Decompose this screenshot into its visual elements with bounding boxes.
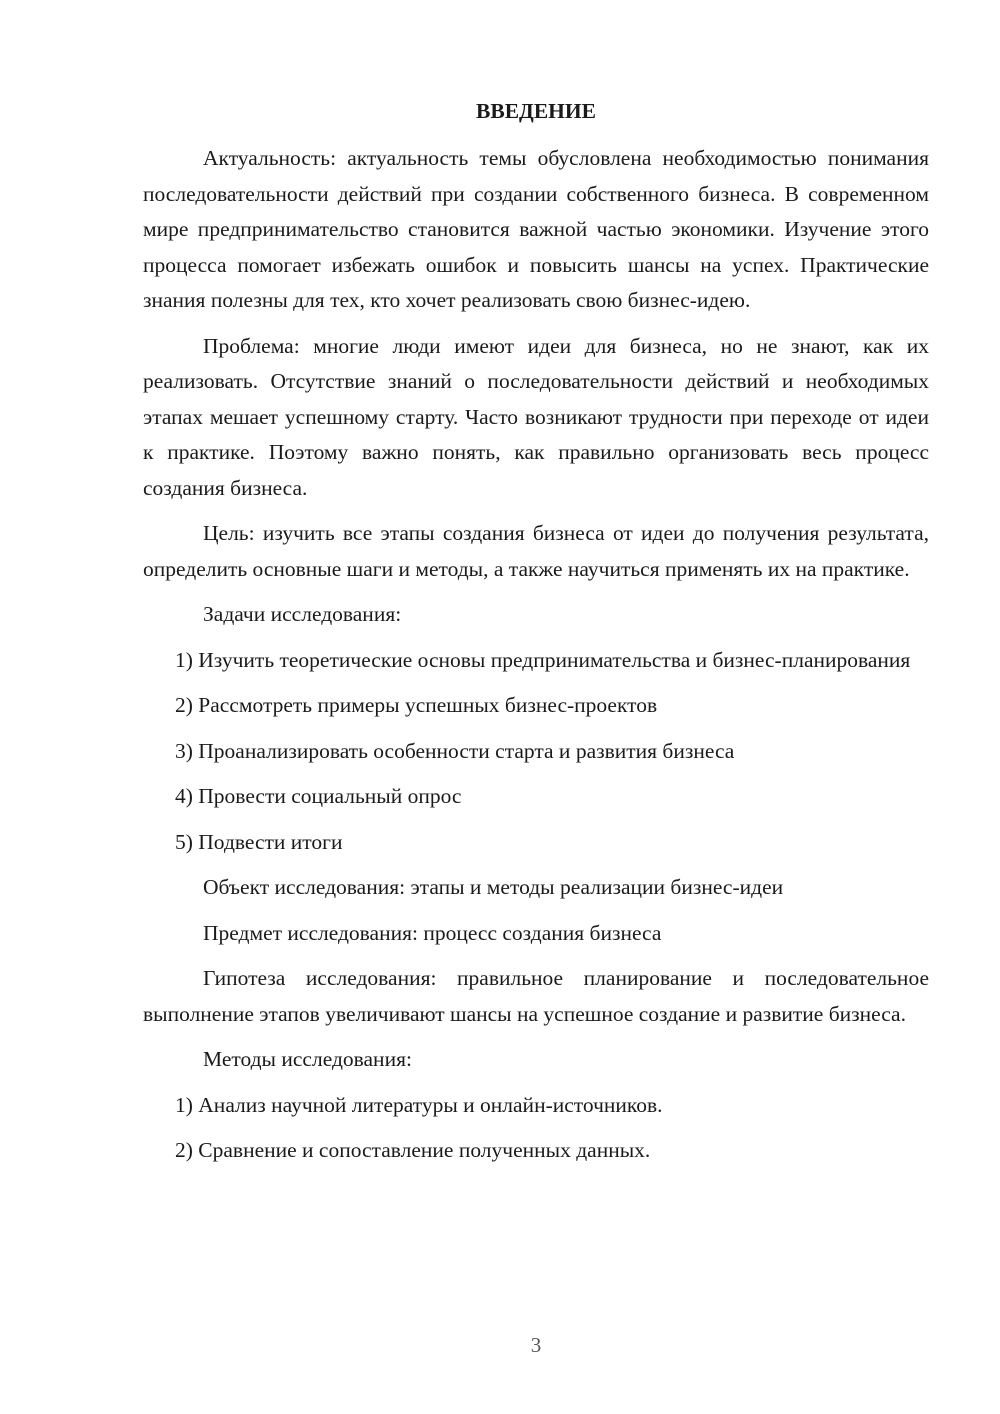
task-item-3: 3) Проанализировать особенности старта и развития бизнеса [175,738,735,763]
method-item-2: 2) Сравнение и сопоставление полученных данных. [175,1138,651,1162]
document-page [143,94,929,1179]
methods-heading: Методы исследования: [203,1047,412,1071]
task-item-4: 4) Провести социальный опрос [175,784,462,808]
problem-paragraph: Проблема: многие люди имеют идеи для бизнеса, но не знают, как их реализовать. Отсутствие знаний о последовательности действий и необходимых этапах мешает успешному старту. Часто возникают трудности при переходе от идеи к практике. Поэтому важно понять, как правильно организовать весь процесс создания бизнеса. [143,333,929,500]
task-item-2: 2) Рассмотреть примеры успешных бизнес-проектов [175,693,658,717]
research-object: Объект исследования: этапы и методы реализации бизнес-идеи [203,875,784,899]
relevance-paragraph: Актуальность: актуальность темы обусловлена необходимостью понимания последовательности действий при создании собственного бизнеса. В современном мире предпринимательство становится важной частью экономики. Изучение этого процесса помогает избежать ошибок и повысить шансы на успех. Практические знания полезны для тех, кто хочет реализовать свою бизнес-идею. [143,146,929,312]
task-item-5: 5) Подвести итоги [175,829,343,854]
page-number: 3 [530,1333,542,1357]
task-item-1: 1) Изучить теоретические основы предпринимательства и бизнес-планирования [175,647,911,672]
goal-paragraph: Цель: изучить все этапы создания бизнеса от идеи до получения результата, определить основные шаги и методы, а также научиться применять их на практике. [143,521,929,581]
tasks-heading: Задачи исследования: [203,602,402,626]
page-title: ВВЕДЕНИЕ [476,99,596,123]
research-subject: Предмет исследования: процесс создания бизнеса [203,920,662,945]
method-item-1: 1) Анализ научной литературы и онлайн-источников. [175,1092,663,1117]
hypothesis-paragraph: Гипотеза исследования: правильное планирование и последовательное выполнение этапов увеличивают шансы на успешное создание и развитие бизнеса. [143,966,929,1026]
